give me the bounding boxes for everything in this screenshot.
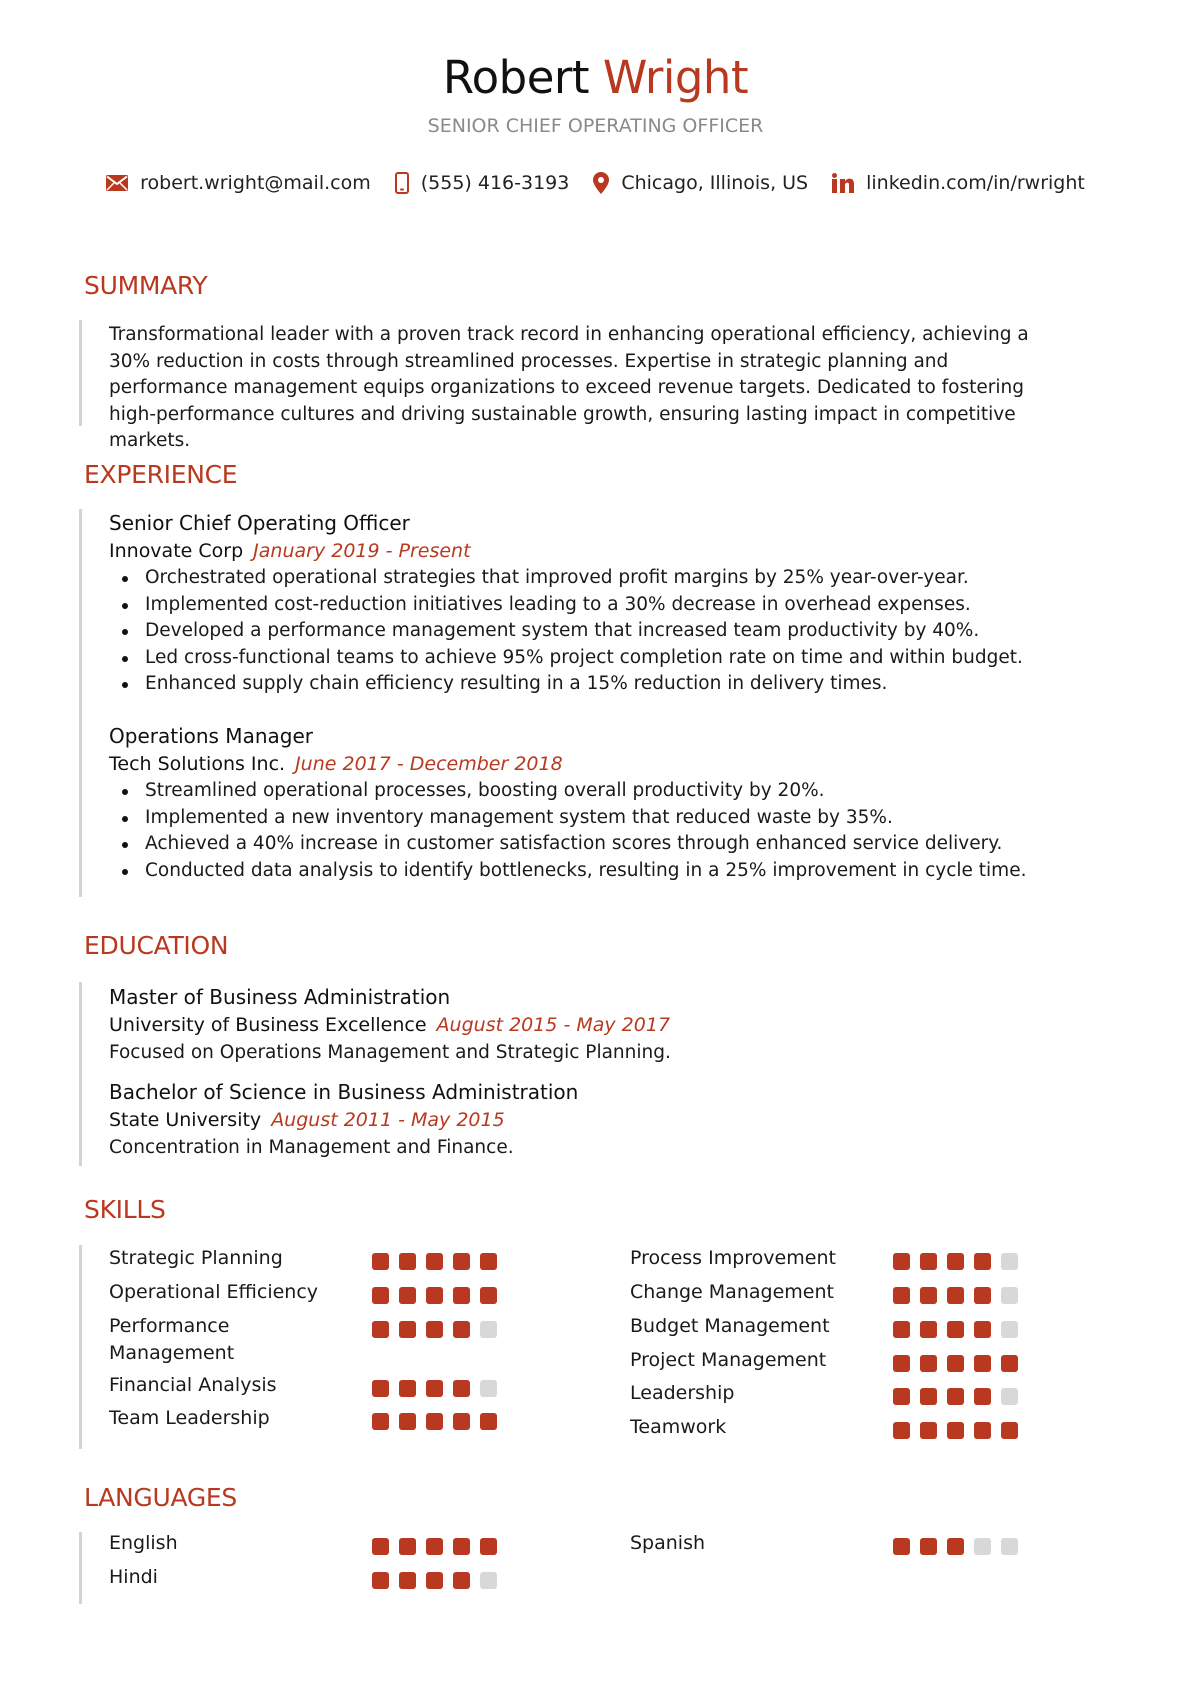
contact-linkedin[interactable] bbox=[832, 172, 1085, 194]
rating-dot-filled bbox=[893, 1355, 910, 1372]
rating-dot-filled bbox=[893, 1538, 910, 1555]
education-description: Concentration in Management and Finance. bbox=[109, 1137, 514, 1158]
languages-rule bbox=[79, 1532, 82, 1604]
rating-dot-filled bbox=[399, 1380, 416, 1397]
language-rating bbox=[372, 1538, 497, 1555]
rating-dot-filled bbox=[893, 1388, 910, 1405]
rating-dot-filled bbox=[372, 1413, 389, 1430]
bullet-item: Conducted data analysis to identify bottlenecks, resulting in a 25% improvement in cycle time. bbox=[109, 858, 1026, 885]
rating-dot-filled bbox=[426, 1413, 443, 1430]
bullet-item: Developed a performance management system that increased team productivity by 40%. bbox=[109, 618, 1023, 645]
rating-dot-filled bbox=[947, 1321, 964, 1338]
phone-icon bbox=[395, 172, 409, 194]
rating-dot-filled bbox=[372, 1253, 389, 1270]
rating-dot-filled bbox=[372, 1287, 389, 1304]
bullet-item: Achieved a 40% increase in customer satisfaction scores through enhanced service delivery. bbox=[109, 831, 1026, 858]
languages-heading: LANGUAGES bbox=[84, 1483, 237, 1512]
rating-dot-empty bbox=[1001, 1253, 1018, 1270]
location-pin-icon bbox=[593, 172, 609, 194]
language-name: Hindi bbox=[109, 1566, 158, 1588]
experience-rule bbox=[79, 509, 82, 897]
skill-rating bbox=[893, 1388, 1018, 1405]
rating-dot-filled bbox=[893, 1287, 910, 1304]
job-dates: January 2019 - Present bbox=[253, 540, 471, 562]
rating-dot-filled bbox=[480, 1538, 497, 1555]
rating-dot-filled bbox=[1001, 1355, 1018, 1372]
education-description: Focused on Operations Management and Strategic Planning. bbox=[109, 1042, 671, 1063]
linkedin-text: linkedin.com/in/rwright bbox=[866, 172, 1085, 194]
rating-dot-filled bbox=[399, 1287, 416, 1304]
rating-dot-filled bbox=[399, 1253, 416, 1270]
rating-dot-filled bbox=[947, 1422, 964, 1439]
email-text: robert.wright@mail.com bbox=[140, 172, 371, 194]
rating-dot-filled bbox=[920, 1321, 937, 1338]
rating-dot-filled bbox=[947, 1253, 964, 1270]
skill-rating bbox=[372, 1380, 497, 1397]
rating-dot-filled bbox=[453, 1572, 470, 1589]
job-title: SENIOR CHIEF OPERATING OFFICER bbox=[427, 115, 764, 137]
skills-rule bbox=[79, 1245, 82, 1449]
contact-location bbox=[593, 172, 808, 194]
rating-dot-filled bbox=[426, 1572, 443, 1589]
rating-dot-filled bbox=[893, 1321, 910, 1338]
rating-dot-filled bbox=[920, 1388, 937, 1405]
experience-heading: EXPERIENCE bbox=[84, 460, 238, 489]
rating-dot-filled bbox=[399, 1413, 416, 1430]
language-rating bbox=[893, 1538, 1018, 1555]
candidate-name bbox=[0, 48, 1191, 108]
rating-dot-filled bbox=[974, 1321, 991, 1338]
skill-name: Strategic Planning bbox=[109, 1247, 283, 1269]
language-name: Spanish bbox=[630, 1532, 706, 1554]
rating-dot-filled bbox=[974, 1388, 991, 1405]
rating-dot-filled bbox=[974, 1253, 991, 1270]
education-dates: August 2015 - May 2017 bbox=[436, 1014, 671, 1036]
skill-name: Project Management bbox=[630, 1349, 827, 1371]
rating-dot-filled bbox=[974, 1422, 991, 1439]
rating-dot-filled bbox=[947, 1287, 964, 1304]
rating-dot-filled bbox=[947, 1388, 964, 1405]
job-company: Tech Solutions Inc. bbox=[109, 753, 286, 775]
summary-heading: SUMMARY bbox=[84, 271, 208, 300]
rating-dot-filled bbox=[453, 1413, 470, 1430]
bullet-item: Implemented a new inventory management system that reduced waste by 35%. bbox=[109, 805, 1026, 832]
education-entry bbox=[109, 1078, 578, 1162]
degree-title: Bachelor of Science in Business Administration bbox=[109, 1080, 579, 1104]
skill-rating bbox=[893, 1355, 1018, 1372]
contact-bar bbox=[0, 172, 1191, 194]
rating-dot-filled bbox=[426, 1287, 443, 1304]
language-name: English bbox=[109, 1532, 178, 1554]
job-meta bbox=[109, 537, 1023, 565]
rating-dot-filled bbox=[453, 1380, 470, 1397]
first-name: Robert bbox=[442, 51, 590, 104]
contact-phone[interactable] bbox=[395, 172, 570, 194]
job-position: Senior Chief Operating Officer bbox=[109, 511, 410, 535]
rating-dot-filled bbox=[920, 1287, 937, 1304]
rating-dot-filled bbox=[480, 1413, 497, 1430]
rating-dot-filled bbox=[947, 1538, 964, 1555]
contact-email[interactable] bbox=[106, 172, 371, 194]
rating-dot-filled bbox=[893, 1253, 910, 1270]
skill-name: Budget Management bbox=[630, 1315, 830, 1337]
bullet-item: Orchestrated operational strategies that improved profit margins by 25% year-over-year. bbox=[109, 565, 1023, 592]
bullet-item: Streamlined operational processes, boosting overall productivity by 20%. bbox=[109, 778, 1026, 805]
rating-dot-filled bbox=[399, 1572, 416, 1589]
rating-dot-filled bbox=[399, 1321, 416, 1338]
job-bullets bbox=[109, 565, 1023, 698]
skill-name: Team Leadership bbox=[109, 1407, 270, 1429]
degree-title: Master of Business Administration bbox=[109, 985, 451, 1009]
skill-rating bbox=[372, 1413, 497, 1430]
job-company: Innovate Corp bbox=[109, 540, 244, 562]
rating-dot-empty bbox=[1001, 1538, 1018, 1555]
rating-dot-empty bbox=[1001, 1287, 1018, 1304]
education-dates: August 2011 - May 2015 bbox=[271, 1109, 505, 1131]
rating-dot-filled bbox=[947, 1355, 964, 1372]
rating-dot-filled bbox=[372, 1538, 389, 1555]
skills-heading: SKILLS bbox=[84, 1195, 166, 1224]
rating-dot-filled bbox=[426, 1538, 443, 1555]
location-text: Chicago, Illinois, US bbox=[621, 172, 809, 194]
rating-dot-filled bbox=[372, 1321, 389, 1338]
school-name: University of Business Excellence bbox=[109, 1014, 427, 1036]
linkedin-icon bbox=[832, 173, 854, 193]
skill-rating bbox=[372, 1253, 497, 1270]
skill-rating bbox=[372, 1321, 497, 1338]
rating-dot-filled bbox=[453, 1538, 470, 1555]
bullet-item: Led cross-functional teams to achieve 95% project completion rate on time and within budget. bbox=[109, 645, 1023, 672]
skill-rating bbox=[893, 1321, 1018, 1338]
rating-dot-filled bbox=[920, 1253, 937, 1270]
rating-dot-filled bbox=[426, 1321, 443, 1338]
rating-dot-filled bbox=[920, 1422, 937, 1439]
job-meta bbox=[109, 750, 1026, 778]
skill-rating bbox=[893, 1253, 1018, 1270]
last-name: Wright bbox=[602, 51, 749, 104]
rating-dot-empty bbox=[480, 1321, 497, 1338]
skill-name: Process Improvement bbox=[630, 1247, 836, 1269]
job-bullets bbox=[109, 778, 1026, 884]
rating-dot-filled bbox=[372, 1572, 389, 1589]
rating-dot-filled bbox=[1001, 1422, 1018, 1439]
summary-text: Transformational leader with a proven track record in enhancing operational efficiency, achieving a 30% reduction in costs through streamlined processes. Expertise in strategic planning and performance management equips organizations to exceed revenue targets. Dedicated to fostering high-performance cultures and driving sustainable growth, ensuring lasting impact in competitive markets. bbox=[109, 324, 1029, 451]
rating-dot-empty bbox=[480, 1572, 497, 1589]
skill-rating bbox=[372, 1287, 497, 1304]
rating-dot-filled bbox=[920, 1355, 937, 1372]
rating-dot-empty bbox=[480, 1380, 497, 1397]
rating-dot-filled bbox=[453, 1287, 470, 1304]
job-entry bbox=[109, 509, 1023, 698]
education-entry bbox=[109, 983, 671, 1067]
rating-dot-empty bbox=[974, 1538, 991, 1555]
job-position: Operations Manager bbox=[109, 724, 313, 748]
skill-name: Teamwork bbox=[630, 1416, 727, 1438]
education-heading: EDUCATION bbox=[84, 931, 229, 960]
skill-name: Financial Analysis bbox=[109, 1374, 277, 1396]
rating-dot-filled bbox=[920, 1538, 937, 1555]
rating-dot-filled bbox=[453, 1321, 470, 1338]
skill-name: Leadership bbox=[630, 1382, 735, 1404]
education-rule bbox=[79, 982, 82, 1166]
rating-dot-filled bbox=[426, 1380, 443, 1397]
rating-dot-empty bbox=[1001, 1321, 1018, 1338]
job-dates: June 2017 - December 2018 bbox=[295, 753, 563, 775]
rating-dot-filled bbox=[453, 1253, 470, 1270]
education-meta bbox=[109, 1011, 671, 1039]
phone-text: (555) 416-3193 bbox=[420, 172, 570, 194]
bullet-item: Enhanced supply chain efficiency resulting in a 15% reduction in delivery times. bbox=[109, 671, 1023, 698]
rating-dot-filled bbox=[480, 1253, 497, 1270]
rating-dot-empty bbox=[1001, 1388, 1018, 1405]
rating-dot-filled bbox=[480, 1287, 497, 1304]
language-rating bbox=[372, 1572, 497, 1589]
bullet-item: Implemented cost-reduction initiatives leading to a 30% decrease in overhead expenses. bbox=[109, 592, 1023, 619]
skill-name: Performance Management bbox=[109, 1315, 235, 1364]
school-name: State University bbox=[109, 1109, 262, 1131]
skill-rating bbox=[893, 1422, 1018, 1439]
job-entry bbox=[109, 722, 1026, 884]
rating-dot-filled bbox=[893, 1422, 910, 1439]
summary-rule bbox=[79, 320, 82, 426]
rating-dot-filled bbox=[974, 1287, 991, 1304]
rating-dot-filled bbox=[399, 1538, 416, 1555]
skill-name: Change Management bbox=[630, 1281, 834, 1303]
rating-dot-filled bbox=[372, 1380, 389, 1397]
envelope-icon bbox=[106, 175, 128, 191]
education-meta bbox=[109, 1106, 578, 1134]
skill-name: Operational Efficiency bbox=[109, 1281, 319, 1303]
rating-dot-filled bbox=[426, 1253, 443, 1270]
skill-rating bbox=[893, 1287, 1018, 1304]
rating-dot-filled bbox=[974, 1355, 991, 1372]
